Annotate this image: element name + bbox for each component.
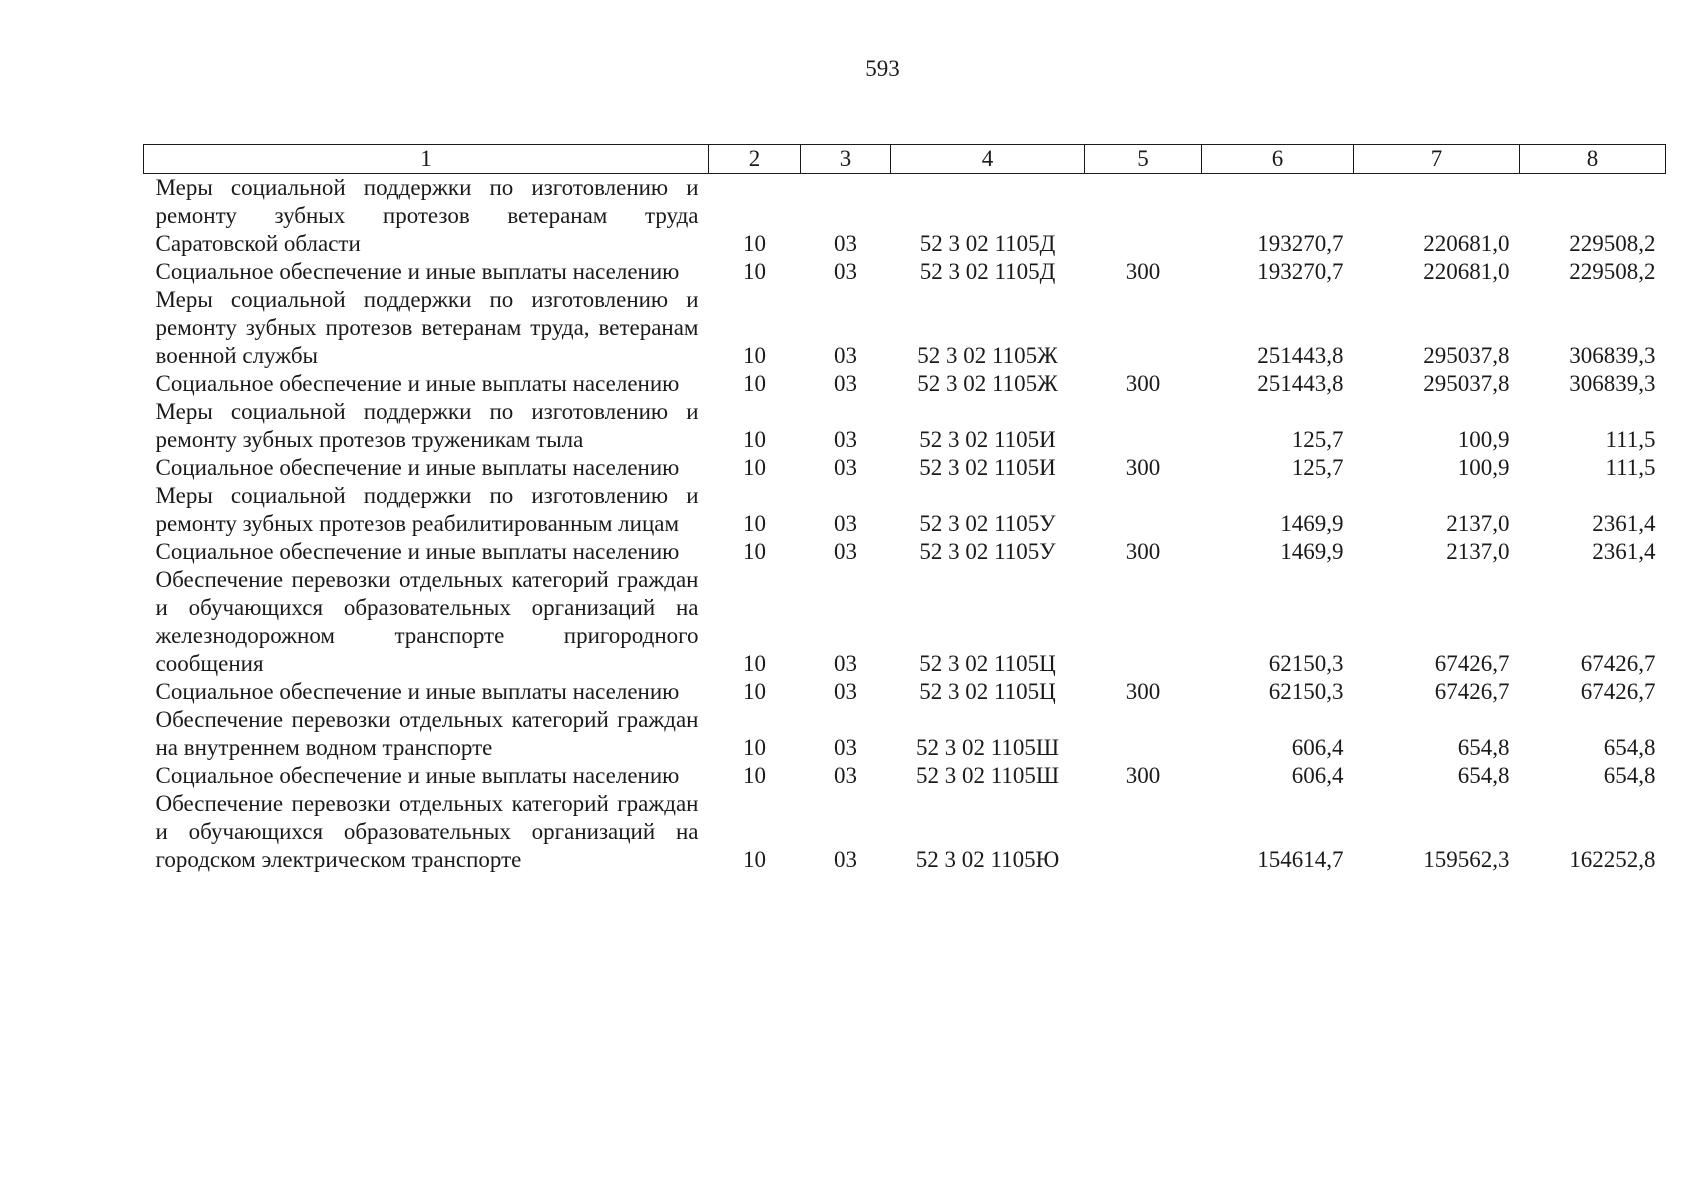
- cell-amount-col8: 654,8: [1603, 763, 1656, 788]
- cell-amount-col8: 306839,3: [1569, 371, 1656, 396]
- table-header-row: [144, 145, 1666, 174]
- table-row: [144, 790, 1666, 874]
- cell-expense-type: [1085, 174, 1202, 259]
- cell-amount-col8: 162252,8: [1569, 847, 1656, 872]
- row-name: Обеспечение перевозки отдельных категорий граждан на внутреннем водном транспорте: [155, 707, 699, 760]
- cell-amount-col7: 100,9: [1457, 427, 1510, 452]
- cell-amount-col6: 125,7: [1291, 427, 1344, 452]
- cell-section: 10: [743, 259, 766, 284]
- cell-subsection: 03: [834, 455, 857, 480]
- cell-section: 10: [743, 735, 766, 760]
- cell-expense-type: [1085, 706, 1202, 762]
- cell-section: 10: [743, 651, 766, 676]
- row-name: Меры социальной поддержки по изготовлению и ремонту зубных протезов труженикам тыла: [155, 399, 699, 452]
- column-header: 1: [144, 145, 709, 174]
- cell-amount-col8: 67426,7: [1580, 651, 1656, 676]
- row-name: Меры социальной поддержки по изготовлению и ремонту зубных протезов ветеранам труда Саратовской области: [155, 175, 699, 256]
- table-row: [144, 454, 1666, 482]
- cell-target-article: 52 3 02 1105У: [919, 511, 1056, 536]
- column-header: 4: [891, 145, 1085, 174]
- cell-amount-col6: 251443,8: [1257, 371, 1344, 396]
- column-header: 3: [801, 145, 891, 174]
- cell-subsection: 03: [834, 427, 857, 452]
- table-row: [144, 174, 1666, 259]
- column-header: 5: [1085, 145, 1202, 174]
- cell-amount-col7: 67426,7: [1434, 651, 1510, 676]
- cell-target-article: 52 3 02 1105И: [919, 427, 1056, 452]
- cell-target-article: 52 3 02 1105Ж: [917, 371, 1058, 396]
- cell-expense-type: 300: [1125, 259, 1161, 284]
- cell-subsection: 03: [834, 343, 857, 368]
- cell-section: 10: [743, 511, 766, 536]
- cell-amount-col8: 654,8: [1603, 735, 1656, 760]
- row-name: Социальное обеспечение и иные выплаты населению: [155, 539, 680, 564]
- cell-amount-col8: 111,5: [1605, 427, 1656, 452]
- cell-target-article: 52 3 02 1105Ж: [917, 343, 1058, 368]
- cell-subsection: 03: [834, 259, 857, 284]
- table-row: [144, 482, 1666, 538]
- cell-section: 10: [743, 679, 766, 704]
- cell-amount-col8: 2361,4: [1592, 511, 1656, 536]
- cell-amount-col7: 159562,3: [1423, 847, 1510, 872]
- cell-subsection: 03: [834, 763, 857, 788]
- cell-amount-col6: 125,7: [1291, 455, 1344, 480]
- row-name: Социальное обеспечение и иные выплаты населению: [155, 371, 680, 396]
- cell-subsection: 03: [834, 539, 857, 564]
- cell-amount-col7: 220681,0: [1423, 231, 1510, 256]
- table-row: [144, 286, 1666, 370]
- cell-target-article: 52 3 02 1105Д: [919, 259, 1056, 284]
- page-number: 593: [865, 56, 900, 81]
- cell-amount-col8: 111,5: [1605, 455, 1656, 480]
- cell-amount-col7: 654,8: [1457, 735, 1510, 760]
- cell-amount-col8: 229508,2: [1569, 259, 1656, 284]
- cell-subsection: 03: [834, 371, 857, 396]
- cell-amount-col6: 606,4: [1291, 735, 1344, 760]
- cell-amount-col6: 193270,7: [1257, 259, 1344, 284]
- row-name: Социальное обеспечение и иные выплаты населению: [155, 763, 680, 788]
- cell-expense-type: [1085, 566, 1202, 678]
- cell-subsection: 03: [834, 231, 857, 256]
- cell-target-article: 52 3 02 1105Ц: [919, 651, 1056, 676]
- cell-amount-col6: 62150,3: [1268, 679, 1344, 704]
- row-name: Меры социальной поддержки по изготовлению и ремонту зубных протезов реабилитированным лицам: [155, 483, 699, 536]
- cell-amount-col7: 100,9: [1457, 455, 1510, 480]
- cell-section: 10: [743, 343, 766, 368]
- row-name: Обеспечение перевозки отдельных категорий граждан и обучающихся образовательных организаций на городском электрическом транспорте: [155, 791, 699, 872]
- cell-target-article: 52 3 02 1105Ц: [919, 679, 1056, 704]
- cell-subsection: 03: [834, 511, 857, 536]
- table-row: [144, 258, 1666, 286]
- cell-subsection: 03: [834, 735, 857, 760]
- table-body: [144, 174, 1666, 875]
- table-row: [144, 762, 1666, 790]
- cell-expense-type: [1085, 790, 1202, 874]
- cell-expense-type: 300: [1125, 679, 1161, 704]
- cell-amount-col8: 306839,3: [1569, 343, 1656, 368]
- cell-amount-col8: 67426,7: [1580, 679, 1656, 704]
- cell-target-article: 52 3 02 1105И: [919, 455, 1056, 480]
- row-name: Социальное обеспечение и иные выплаты населению: [155, 455, 680, 480]
- cell-amount-col7: 220681,0: [1423, 259, 1510, 284]
- cell-amount-col6: 62150,3: [1268, 651, 1344, 676]
- cell-expense-type: [1085, 398, 1202, 454]
- column-header: 6: [1202, 145, 1354, 174]
- cell-expense-type: [1085, 482, 1202, 538]
- cell-amount-col6: 193270,7: [1257, 231, 1344, 256]
- cell-expense-type: 300: [1125, 539, 1161, 564]
- cell-amount-col6: 251443,8: [1257, 343, 1344, 368]
- table-row: [144, 370, 1666, 398]
- cell-amount-col8: 2361,4: [1592, 539, 1656, 564]
- cell-section: 10: [743, 371, 766, 396]
- cell-amount-col8: 229508,2: [1569, 231, 1656, 256]
- cell-amount-col7: 295037,8: [1423, 371, 1510, 396]
- cell-target-article: 52 3 02 1105Ю: [915, 847, 1060, 872]
- table-row: [144, 706, 1666, 762]
- budget-table: [143, 144, 1666, 874]
- cell-subsection: 03: [834, 847, 857, 872]
- table-row: [144, 678, 1666, 706]
- cell-target-article: 52 3 02 1105Ш: [915, 735, 1060, 760]
- cell-expense-type: 300: [1125, 371, 1161, 396]
- cell-expense-type: [1085, 286, 1202, 370]
- cell-target-article: 52 3 02 1105Д: [919, 231, 1056, 256]
- table-row: [144, 398, 1666, 454]
- column-header: 2: [709, 145, 801, 174]
- column-header: 8: [1520, 145, 1666, 174]
- table-row: [144, 566, 1666, 678]
- cell-amount-col7: 654,8: [1457, 763, 1510, 788]
- cell-amount-col7: 67426,7: [1434, 679, 1510, 704]
- cell-amount-col7: 2137,0: [1446, 539, 1510, 564]
- column-header: 7: [1354, 145, 1520, 174]
- cell-section: 10: [743, 763, 766, 788]
- cell-section: 10: [743, 455, 766, 480]
- cell-section: 10: [743, 427, 766, 452]
- cell-amount-col6: 154614,7: [1257, 847, 1344, 872]
- cell-target-article: 52 3 02 1105У: [919, 539, 1056, 564]
- row-name: Меры социальной поддержки по изготовлению и ремонту зубных протезов ветеранам труда, ветеранам военной службы: [155, 287, 699, 368]
- row-name: Социальное обеспечение и иные выплаты населению: [155, 259, 680, 284]
- cell-section: 10: [743, 231, 766, 256]
- cell-amount-col6: 1469,9: [1280, 539, 1344, 564]
- cell-section: 10: [743, 847, 766, 872]
- cell-target-article: 52 3 02 1105Ш: [915, 763, 1060, 788]
- cell-subsection: 03: [834, 651, 857, 676]
- cell-section: 10: [743, 539, 766, 564]
- cell-amount-col6: 1469,9: [1280, 511, 1344, 536]
- row-name: Социальное обеспечение и иные выплаты населению: [155, 679, 680, 704]
- cell-amount-col7: 2137,0: [1446, 511, 1510, 536]
- cell-amount-col7: 295037,8: [1423, 343, 1510, 368]
- row-name: Обеспечение перевозки отдельных категорий граждан и обучающихся образовательных организаций на железнодорожном транспорте пригородного сообщения: [155, 567, 699, 676]
- cell-amount-col6: 606,4: [1291, 763, 1344, 788]
- cell-expense-type: 300: [1125, 455, 1161, 480]
- table-row: [144, 538, 1666, 566]
- cell-expense-type: 300: [1125, 763, 1161, 788]
- cell-subsection: 03: [834, 679, 857, 704]
